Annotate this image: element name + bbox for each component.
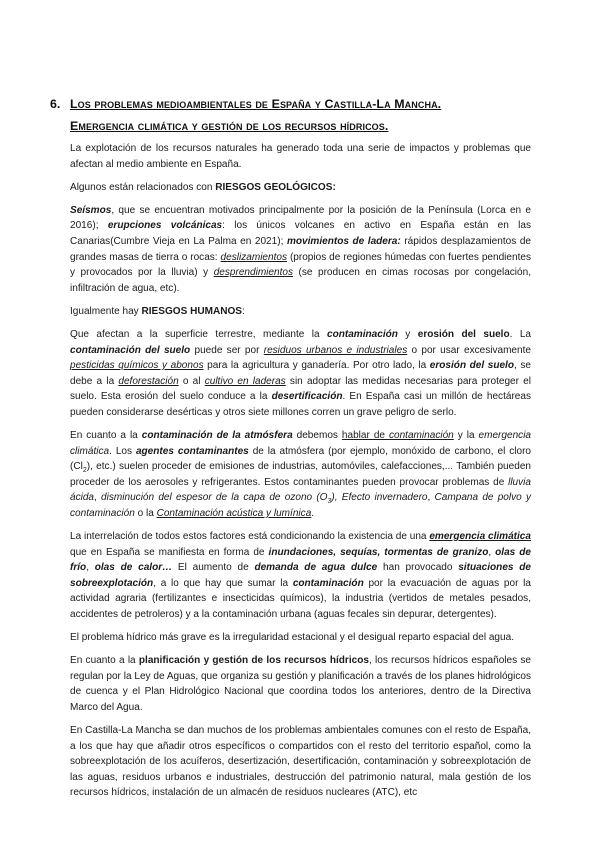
term: hablar de: [341, 430, 389, 441]
document-body: [70, 141, 531, 809]
text: . Los: [109, 445, 136, 457]
text: , se debe a la: [70, 360, 531, 387]
section-number: 6.: [50, 97, 61, 111]
text: En cuanto a la: [70, 430, 142, 441]
term: demanda de agua dulce: [254, 562, 378, 574]
text: . En España casi un millón de hectáreas pueden considerarse desérticas y otros siete millones corren un grave peligro de serlo.: [70, 391, 532, 418]
term: desertificación: [271, 391, 343, 403]
paragraph-intro: La explotación de los recursos naturales ha generado toda una serie de impactos y problemas que afectan al medio ambiente en España.: [70, 143, 531, 170]
term-erupciones: erupciones volcánicas: [107, 220, 223, 232]
paragraph-water-problem: El problema hídrico más grave es la irregularidad estacional y el desigual reparto espacial del agua.: [70, 632, 514, 644]
term: Contaminación acústica y lumínica: [156, 507, 312, 519]
term: contaminación del suelo: [70, 344, 191, 356]
term-movimientos-ladera: movimientos de ladera:: [286, 235, 401, 247]
paragraph-geological-intro: [70, 180, 531, 196]
heading-line-1: Los problemas medioambientales de España y Castilla-La Mancha.: [70, 97, 442, 111]
text: (se producen en cimas rocosas por congelación, infiltración de agua, etc).: [70, 267, 531, 294]
term: emergencia climática: [429, 531, 531, 543]
term-desprendimientos: desprendimientos: [213, 267, 293, 279]
term: contaminación de la atmósfera: [141, 430, 293, 441]
paragraph-climate-emergency: [70, 529, 531, 623]
text: de la atmósfera (por ejemplo, monóxido de carbono, el cloro (Cl: [70, 445, 532, 473]
term: situaciones de sobreexplotación: [70, 562, 531, 589]
paragraph-human-intro: [70, 304, 531, 320]
term: pesticidas químicos y abonos: [70, 360, 204, 372]
term: olas de calor…: [94, 562, 173, 574]
term: deforestación: [118, 375, 179, 387]
term: inundaciones, sequías, tormentas de granizo: [268, 546, 489, 558]
term: contaminación: [388, 430, 454, 441]
text: que en España se manifiesta en forma de: [70, 546, 269, 558]
text: debemos: [292, 430, 342, 441]
text: :: [241, 305, 245, 317]
text: (propios de regiones húmedas con fuertes pendientes y provocados por la lluvia) y: [70, 251, 531, 279]
text: ), etc.) suelen proceder de emisiones de industrias, automóviles, calefacciones,... También pueden proceder de los aerosoles y refrigerantes. Estos contaminantes pueden provocar problemas de: [70, 461, 531, 488]
paragraph-water-planning: [70, 653, 531, 715]
text: , que se encuentran motivados principalmente por la posición de la Península (Lorca en e 2016);: [70, 204, 531, 232]
text: .: [311, 507, 315, 519]
term: Campana de polvo y contaminación: [70, 492, 531, 519]
text: y: [397, 328, 418, 340]
text: , a lo que hay que sumar la: [153, 577, 293, 589]
text: ,: [488, 546, 496, 558]
term: disminución del espesor de la capa de ozono (O: [101, 492, 328, 504]
paragraph-soil: [70, 327, 531, 421]
subscript: 2: [82, 467, 87, 475]
text: ,: [94, 492, 102, 504]
term: erosión del suelo: [429, 360, 514, 372]
paragraph-atmosphere: [70, 428, 531, 522]
text: Algunos están relacionados con: [70, 181, 216, 193]
label-riesgos-humanos: RIESGOS HUMANOS: [141, 305, 242, 317]
text: han provocado: [377, 562, 459, 574]
text: ,: [86, 562, 95, 574]
term-deslizamientos: deslizamientos: [220, 251, 287, 263]
text: En cuanto a la: [70, 655, 139, 667]
term: erosión del suelo: [417, 328, 510, 340]
paragraph-geological-risks: [70, 203, 531, 297]
term: ), Efecto invernadero: [331, 492, 428, 504]
text: , los recursos hídricos españoles se regulan por la Ley de Aguas, que organiza su gestión y planificación a través de los planes hidrológicos de cuenca y el Plan Hidrológico Nacional que coordina todos los anteriores, dentro de la Directiva Marco del Agua.: [70, 655, 532, 713]
text: : los únicos volcanes en activo en España están en las Canarias(Cumbre Vieja en La Palma en 2021);: [70, 220, 532, 247]
text: Igualmente hay: [70, 305, 142, 317]
text: por la evacuación de aguas por la actividad agraria (fertilizantes e insecticidas químicos), la industria (vertidos de metales pesados, accidentes de petroleros) y a la contaminación urbana (aguas fecales sin depurar, detergentes).: [70, 577, 531, 621]
text: ,: [427, 492, 435, 504]
paragraph-castilla-la-mancha: En Castilla-La Mancha se dan muchos de los problemas ambientales comunes con el resto de España, a los que hay que añadir otros específicos o compartidos con el resto del territorio español, como la sobreexplotación de los acuíferos, desertización, desertificación, contaminación y sobreexplotación de las aguas, residuos urbanos e industriales, destrucción del patrimonio natural, mala gestión de los recursos hídricos, instalación de un almacén de residuos nucleares (ATC), etc: [70, 725, 531, 799]
term: lluvia ácida: [70, 476, 531, 504]
term-seismos: Seísmos: [70, 204, 112, 216]
text: . La: [509, 328, 532, 340]
term: residuos urbanos e industriales: [263, 344, 408, 356]
label-riesgos-geologicos: RIESGOS GEOLÓGICOS:: [215, 181, 336, 193]
text: o por usar excesivamente: [407, 344, 531, 356]
term: cultivo en laderas: [204, 375, 286, 387]
term: agentes contaminantes: [135, 445, 249, 457]
term: planificación y gestión de los recursos hídricos: [138, 655, 369, 667]
text: sin adoptar las medidas necesarias para proteger el suelo. Esta erosión del suelo conduce a la: [70, 375, 531, 403]
text: rápidos desplazamientos de grandes masas de tierra o rocas:: [70, 235, 531, 263]
text: La interrelación de todos estos factores está condicionando la existencia de una: [70, 531, 430, 543]
text: y la: [453, 430, 479, 441]
text: puede ser por: [190, 344, 264, 356]
text: Que afectan a la superficie terrestre, mediante la: [70, 328, 327, 340]
term: contaminación: [292, 577, 364, 589]
text: o al: [178, 375, 205, 387]
section-heading: [50, 93, 550, 137]
term: contaminación: [326, 328, 398, 340]
term: olas de frío: [70, 546, 531, 574]
text: o la: [134, 507, 157, 519]
heading-line-2: Emergencia climática y gestión de los recursos hídricos.: [70, 119, 389, 133]
text: para la agricultura y ganadería. Por otro lado, la: [203, 360, 430, 372]
subscript: 3: [327, 498, 332, 506]
term: emergencia climática: [70, 430, 532, 457]
text: El aumento de: [172, 562, 255, 574]
